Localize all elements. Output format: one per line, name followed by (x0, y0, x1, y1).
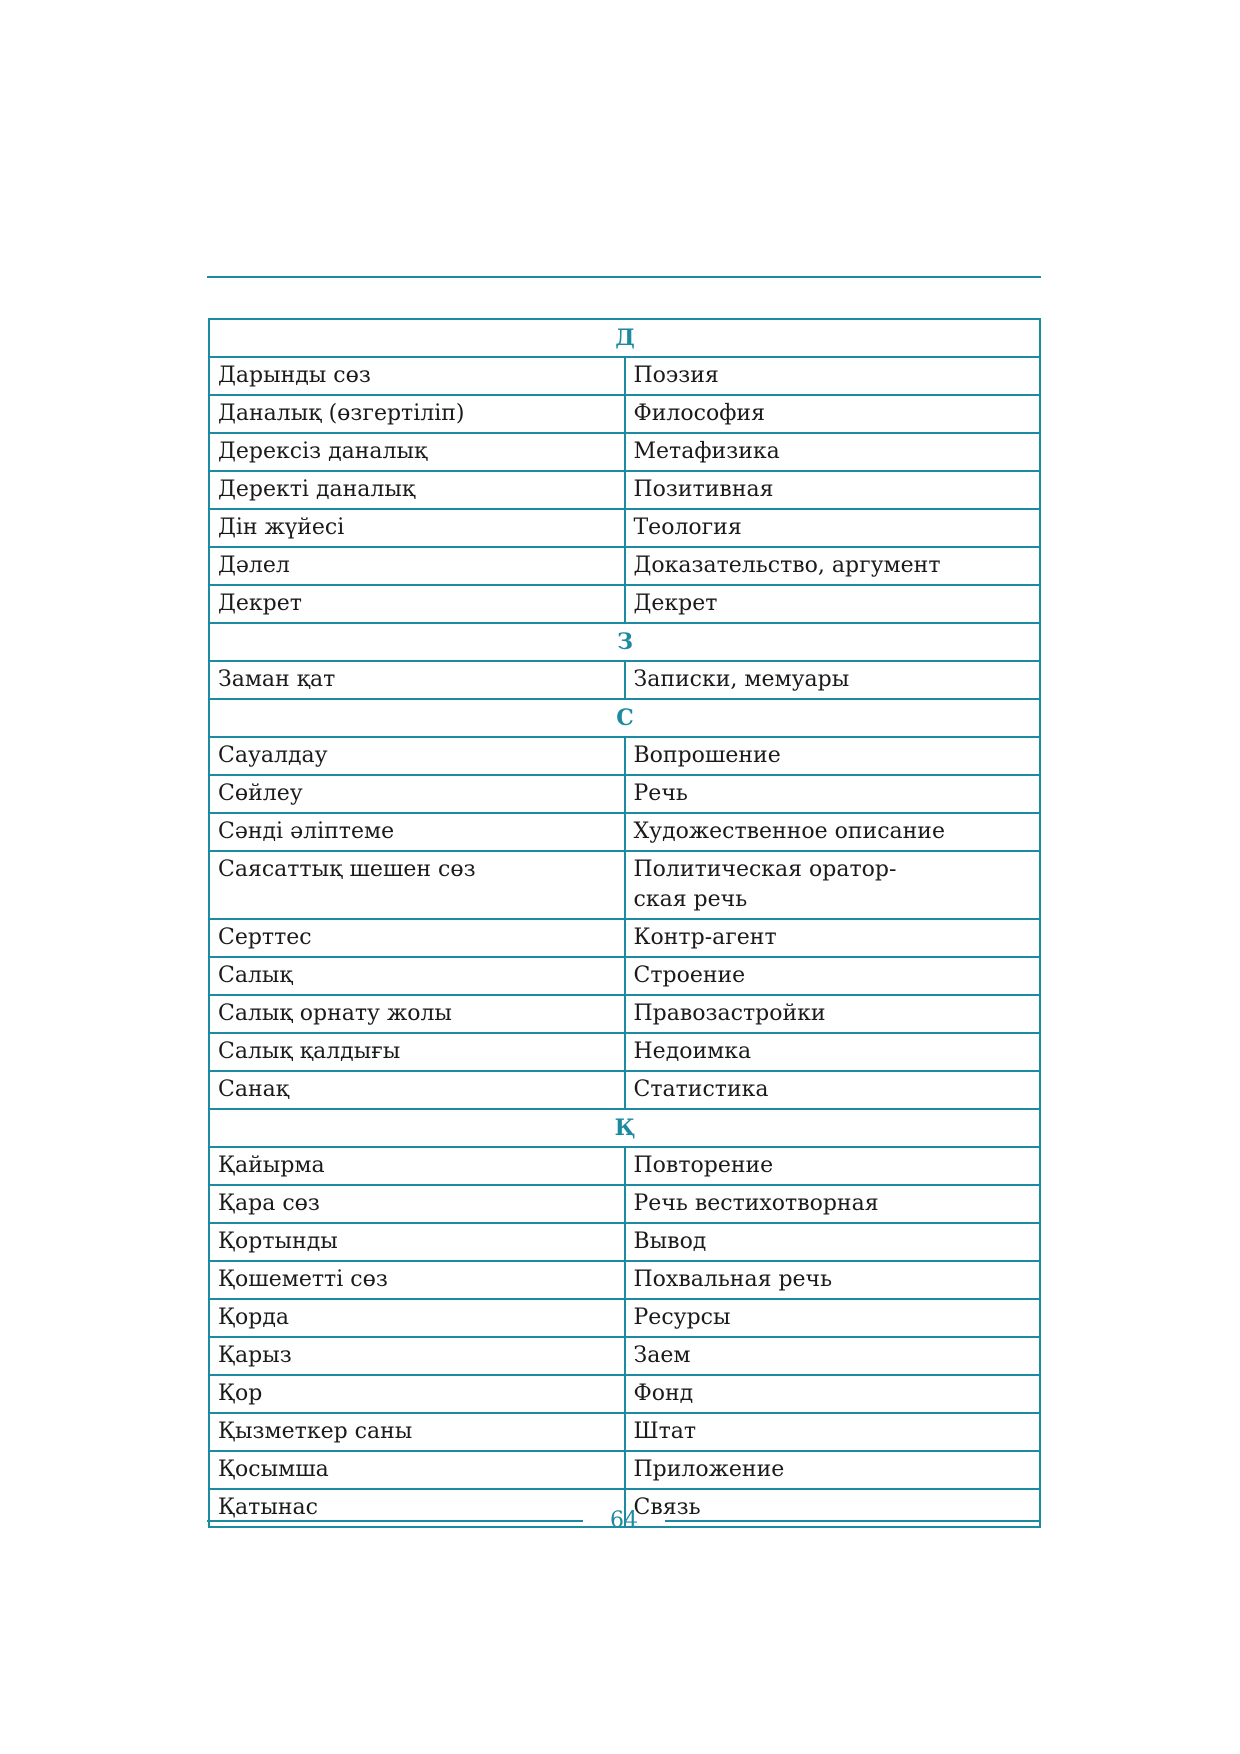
russian-term: Статистика (625, 1071, 1041, 1109)
table-row (209, 585, 1040, 623)
kazakh-term: Салық орнату жолы (209, 995, 625, 1033)
kazakh-term: Заман қат (209, 661, 625, 699)
russian-term: Фонд (625, 1375, 1041, 1413)
glossary-body (209, 319, 1040, 1527)
footer-divider-right (665, 1520, 1041, 1522)
russian-term: Заем (625, 1337, 1041, 1375)
kazakh-term: Дәлел (209, 547, 625, 585)
russian-term: Записки, мемуары (625, 661, 1041, 699)
table-row (209, 1033, 1040, 1071)
russian-term: Связь (625, 1489, 1041, 1527)
table-row (209, 547, 1040, 585)
table-row (209, 1375, 1040, 1413)
kazakh-term: Қарыз (209, 1337, 625, 1375)
kazakh-term: Қосымша (209, 1451, 625, 1489)
russian-term: Художественное описание (625, 813, 1041, 851)
section-header-row (209, 699, 1040, 737)
kazakh-term: Сөйлеу (209, 775, 625, 813)
page-footer (207, 1506, 1041, 1536)
russian-term: Приложение (625, 1451, 1041, 1489)
russian-term: Вопрошение (625, 737, 1041, 775)
table-row (209, 919, 1040, 957)
russian-term: Правозастройки (625, 995, 1041, 1033)
russian-term: Речь (625, 775, 1041, 813)
kazakh-term: Салық (209, 957, 625, 995)
table-row (209, 395, 1040, 433)
russian-term: Доказательство, аргумент (625, 547, 1041, 585)
section-letter: З (209, 623, 1040, 661)
russian-term: Декрет (625, 585, 1041, 623)
kazakh-term: Сауалдау (209, 737, 625, 775)
table-row (209, 737, 1040, 775)
table-row (209, 1223, 1040, 1261)
kazakh-term: Қор (209, 1375, 625, 1413)
table-row (209, 1337, 1040, 1375)
table-row (209, 433, 1040, 471)
kazakh-term: Дерексіз даналық (209, 433, 625, 471)
table-row (209, 1451, 1040, 1489)
section-header-row (209, 623, 1040, 661)
russian-term: Недоимка (625, 1033, 1041, 1071)
table-row (209, 1071, 1040, 1109)
kazakh-term: Саясаттық шешен сөз (209, 851, 625, 919)
kazakh-term: Деректі даналық (209, 471, 625, 509)
section-header-row (209, 319, 1040, 357)
kazakh-term: Қара сөз (209, 1185, 625, 1223)
kazakh-term: Қызметкер саны (209, 1413, 625, 1451)
kazakh-term: Декрет (209, 585, 625, 623)
russian-term: Повторение (625, 1147, 1041, 1185)
kazakh-term: Салық қалдығы (209, 1033, 625, 1071)
kazakh-term: Дарынды сөз (209, 357, 625, 395)
russian-term: Позитивная (625, 471, 1041, 509)
table-row (209, 1261, 1040, 1299)
footer-divider-left (207, 1520, 583, 1522)
russian-term: Вывод (625, 1223, 1041, 1261)
russian-term: Метафизика (625, 433, 1041, 471)
table-row (209, 957, 1040, 995)
table-row (209, 851, 1040, 919)
kazakh-term: Қорда (209, 1299, 625, 1337)
russian-term: Штат (625, 1413, 1041, 1451)
table-row (209, 775, 1040, 813)
kazakh-term: Қайырма (209, 1147, 625, 1185)
table-row (209, 1299, 1040, 1337)
kazakh-term: Даналық (өзгертіліп) (209, 395, 625, 433)
kazakh-term: Қошеметті сөз (209, 1261, 625, 1299)
section-header-row (209, 1109, 1040, 1147)
russian-term: Политическая оратор- ская речь (625, 851, 1041, 919)
kazakh-term: Дін жүйесі (209, 509, 625, 547)
table-row (209, 1147, 1040, 1185)
russian-term: Контр-агент (625, 919, 1041, 957)
kazakh-term: Қатынас (209, 1489, 625, 1527)
russian-term: Строение (625, 957, 1041, 995)
table-row (209, 813, 1040, 851)
table-row (209, 661, 1040, 699)
russian-term: Похвальная речь (625, 1261, 1041, 1299)
table-row (209, 995, 1040, 1033)
section-letter: С (209, 699, 1040, 737)
kazakh-term: Қортынды (209, 1223, 625, 1261)
top-divider (207, 276, 1041, 278)
page-number: 64 (610, 1508, 638, 1533)
russian-term: Поэзия (625, 357, 1041, 395)
glossary-table (208, 318, 1041, 1528)
russian-term: Философия (625, 395, 1041, 433)
table-row (209, 509, 1040, 547)
russian-term: Ресурсы (625, 1299, 1041, 1337)
table-row (209, 357, 1040, 395)
section-letter: Д (209, 319, 1040, 357)
table-row (209, 1185, 1040, 1223)
kazakh-term: Сәнді әліптеме (209, 813, 625, 851)
section-letter: Қ (209, 1109, 1040, 1147)
russian-term: Речь вестихотворная (625, 1185, 1041, 1223)
kazakh-term: Санақ (209, 1071, 625, 1109)
kazakh-term: Серттес (209, 919, 625, 957)
table-row (209, 1413, 1040, 1451)
russian-term: Теология (625, 509, 1041, 547)
table-row (209, 471, 1040, 509)
